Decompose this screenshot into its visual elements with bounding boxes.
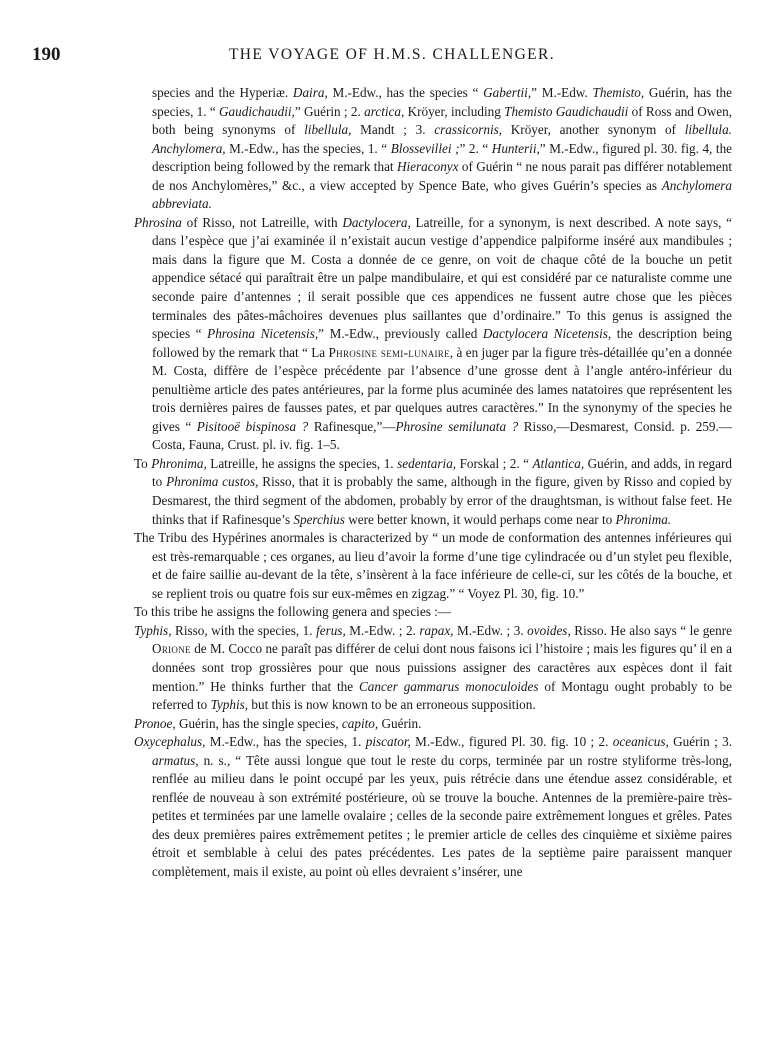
text-run: Guérin. (378, 715, 422, 731)
italic-text: Hieraconyx (396, 159, 459, 175)
text-run: de M. Cocco ne paraît pas différer de celui dont nous faisons ici l’histoire ; mais les figures qu’ il en a données sont trop grossières pour que nous puissions assigner des caractères aux espèces dont il fait mention.” He thinks further that the (152, 641, 732, 694)
small-caps-text: Orione (152, 641, 191, 657)
italic-text: capito, (341, 715, 379, 731)
paragraph (134, 529, 732, 603)
paragraph (134, 733, 732, 881)
paragraph (134, 715, 732, 734)
italic-text: Themisto Gaudichaudii (504, 103, 629, 119)
body-text (134, 84, 732, 882)
paragraph (134, 84, 732, 214)
italic-text: Phronima, (151, 455, 207, 471)
italic-text: rapax, (419, 622, 454, 638)
text-run: Risso,—Desmarest, Consid. p. 259.—Costa, Fauna, Crust. pl. iv. fig. 1–5. (152, 418, 732, 453)
italic-text: Gabertii, (483, 85, 532, 100)
italic-text: Hunterii, (491, 140, 540, 156)
text-run: Kröyer, including (404, 103, 505, 119)
text-run: Risso. He also says “ le genre (570, 622, 732, 638)
italic-text: piscator, (365, 734, 411, 750)
italic-text: Sperchius (293, 511, 345, 527)
italic-text: sedentaria, (397, 455, 457, 471)
paragraph (134, 455, 732, 529)
italic-text: Dactylocera, (342, 214, 411, 230)
italic-text: Oxycephalus, (134, 734, 206, 750)
text-run: , à en juger par la figure très-détaillée qu’en a donnée M. Costa, diffère de l’espèce précédente par l’absence d’une grosse dent à l’angle antéro-inférieur du penultième article des pates antérieures, par la forme plus acuminée des lames natatoires que représentent les trois dernières paires de fausses pates, et par quelques autres caractères.” In the synonymy of the species he gives “ (152, 344, 732, 434)
text-run: ” M.-Edw., previously called (318, 326, 483, 342)
italic-text: arctica, (364, 103, 405, 119)
italic-text: Typhis, (134, 622, 172, 638)
italic-text: Blossevillei ; (390, 140, 460, 156)
text-run: of Risso, not Latreille, with (181, 214, 343, 230)
text-run: Forskal ; 2. “ (456, 455, 533, 471)
italic-text: Phrosine semilunata ? (395, 418, 519, 434)
italic-text: ferus, (316, 622, 346, 638)
text-run: ” M.-Edw., figured pl. 30. fig. 4, the description being followed by the remark that (152, 140, 733, 175)
text-run: of Ross and Owen, both being synonyms of (152, 103, 732, 138)
text-run: of Guérin “ ne nous parait pas différer notablement de nos Anchylomères,” &c., a view accepted by Spence Bate, who gives Guérin’s species as (152, 159, 732, 193)
text-run: ” M.-Edw. (531, 85, 593, 100)
text-run: Guérin, and adds, in regard to (152, 455, 732, 490)
running-title: THE VOYAGE OF H.M.S. CHALLENGER. (228, 46, 556, 63)
text-run: Latreille, for a synonym, is next described. A note says, “ dans l’espèce que j’ai examinée il n’existait aucun vestige d’appendice palpiforme inséré aux mandibules ; mais dans la figure que M. Costa a donnée de ce genre, on voit de chaque côté de la bouche un petit appendice sétacé qui paraîtrait être un palpe mandibulaire, et qui est considéré par ce naturaliste comme une seconde paire d’antennes ; il serait possible que ces appendices ne fussent autre chose que les pièces terminales des pâtes-mâchoires devenues plus saillantes que d’ordinaire.” To this genus is assigned the species “ (152, 214, 732, 342)
italic-text: Atlantica, (532, 455, 585, 471)
text-run: Risso, that it is probably the same, although in the figure, given by Risso and copied by Desmarest, the third segment of the abdomen, probably by error of the draughtsman, is without false feet. He thinks that if Rafinesque’s (152, 474, 732, 527)
italic-text: armatus, (152, 752, 199, 768)
text-run: were better known, it would perhaps come near to (344, 511, 616, 527)
text-run: M.-Edw. ; 2. (345, 622, 420, 638)
italic-text: Typhis, (210, 697, 249, 713)
italic-text: libellula. (684, 122, 732, 138)
text-run: Latreille, he assigns the species, 1. (206, 455, 398, 471)
text-run: n. s., “ Tête aussi longue que tout le reste du corps, terminée par un rostre styliforme très-long, renflée au milieu dans le point occupé par les yeux, puis rétrécie dans une étendue assez considérable, et renflée de nouveau à son extrémité postérieure, où se trouve la bouche. Antennes de la première-paire très-petites et terminées par une lamelle ovalaire ; celles de la seconde paire extrêmement longues et grêles. Pates des deux premières paires extrêmement petites ; le premier article de celles des cinquième et sixième paires étroit et semblable à celui des pates précédentes. Les pates de la septième paire paraissent manquer complètement, mais il existe, au point où elles devraient s’insérer, une (152, 752, 732, 879)
text-run: of Montagu ought probably to be referred to (152, 678, 732, 713)
text-run: To this tribe he assigns the following genera and species :— (134, 604, 451, 620)
text-run: Guérin, has the single species, (175, 715, 342, 731)
text-run: M.-Edw. ; 3. (453, 622, 528, 638)
text-run: the description being followed by the remark that “ La (152, 326, 733, 360)
italic-text: Phrosina Nicetensis, (207, 326, 319, 342)
small-caps-text: Phrosine semi-lunaire (328, 344, 450, 360)
page-number: 190 (32, 44, 61, 65)
text-run: The Tribu des Hypérines anormales is characterized by “ un mode de conformation des antennes inférieures qui est très-remarquable ; ces organes, au lieu d’avoir la forme d’une tige cylindracée ou d’un stylet peu flexible, et de faire saillie au-devant de la tête, s’insèrent à la face inférieure de celle-ci, sur les côtés de la bouche, et se replient trois ou quatre fois sur eux-mêmes en zigzag.” “ Voyez Pl. 30, fig. 10.” (134, 530, 732, 601)
text-run: Rafinesque,”— (308, 418, 396, 434)
italic-text: Phrosina (134, 214, 182, 230)
text-run: ” 2. “ (459, 140, 492, 156)
italic-text: Phronima. (615, 511, 672, 527)
text-run: M.-Edw., has the species, 1. “ (225, 140, 391, 156)
text-run: species and the Hyperiæ. (152, 85, 293, 100)
italic-text: ovoides, (527, 622, 571, 638)
italic-text: crassicornis, (434, 122, 503, 138)
italic-text: Gaudichaudii, (219, 103, 295, 119)
italic-text: Anchylomera abbreviata. (152, 177, 732, 212)
italic-text: Daira, (292, 85, 328, 100)
text-run: M.-Edw., has the species “ (327, 85, 484, 100)
text-run: Mandt ; 3. (351, 122, 435, 138)
italic-text: Phronima custos, (166, 474, 259, 490)
italic-text: Cancer gammarus monoculoides (359, 678, 539, 694)
italic-text: Pisitooë bispinosa ? (196, 418, 309, 434)
paragraph (134, 214, 732, 455)
paragraph (134, 622, 732, 715)
italic-text: Themisto, (592, 85, 645, 100)
text-run: M.-Edw., has the species, 1. (205, 734, 366, 750)
italic-text: Anchylomera, (152, 140, 226, 156)
text-run: ” Guérin ; 2. (294, 103, 365, 119)
text-run: Kröyer, another synonym of (502, 122, 685, 138)
text-run: To (134, 455, 152, 471)
italic-text: oceanicus, (612, 734, 669, 750)
text-run: Risso, with the species, 1. (171, 622, 317, 638)
text-run: Guérin, has the species, 1. “ (152, 85, 733, 119)
italic-text: libellula, (304, 122, 352, 138)
text-run: Guérin ; 3. (668, 734, 732, 750)
text-run: M.-Edw., figured Pl. 30. fig. 10 ; 2. (410, 734, 613, 750)
paragraph (134, 603, 732, 622)
italic-text: Pronoe, (134, 715, 176, 731)
text-run: but this is now known to be an erroneous supposition. (248, 697, 536, 713)
italic-text: Dactylocera Nicetensis, (482, 326, 612, 342)
